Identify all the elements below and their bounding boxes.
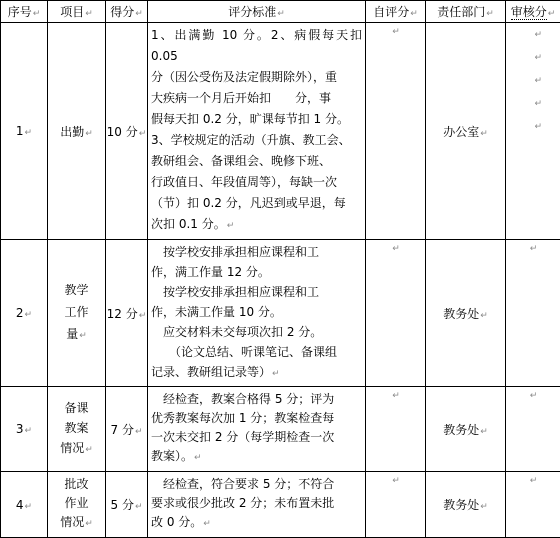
header-row <box>1 1 560 23</box>
row-criteria: 经检查，教案合格得 5 分；评为 优秀教案每次加 1 分；教案检查每 一次未交扣 2 分（每学期检查一次 教案）。↵ <box>148 387 366 472</box>
row-review-score[interactable]: ↵ <box>506 240 560 387</box>
header-item: 项目↵ <box>48 1 106 23</box>
row-dept: 教务处↵ <box>426 240 506 387</box>
row-no: 1↵ <box>1 23 48 240</box>
row-self-score[interactable]: ↵ <box>366 240 426 387</box>
row-score: 5 分↵ <box>106 472 148 538</box>
row-score: 12 分↵ <box>106 240 148 387</box>
row-self-score[interactable]: ↵ <box>366 23 426 240</box>
table-row <box>1 387 560 472</box>
row-item: 备课 教案 情况↵ <box>48 387 106 472</box>
row-no: 2↵ <box>1 240 48 387</box>
header-dept: 责任部门↵ <box>426 1 506 23</box>
row-dept: 教务处↵ <box>426 472 506 538</box>
row-review-score[interactable]: ↵ ↵ ↵ ↵ ↵ <box>506 23 560 240</box>
row-item: 批改 作业 情况↵ <box>48 472 106 538</box>
table-row <box>1 472 560 538</box>
row-criteria: 经检查，符合要求 5 分；不符合 要求或很少批改 2 分；未布置未批 改 0 分。↵ <box>148 472 366 538</box>
header-no: 序号↵ <box>1 1 48 23</box>
row-no: 3↵ <box>1 387 48 472</box>
table-row <box>1 240 560 387</box>
table-row <box>1 23 560 240</box>
header-criteria: 评分标准↵ <box>148 1 366 23</box>
row-review-score[interactable]: ↵ <box>506 472 560 538</box>
row-self-score[interactable]: ↵ <box>366 472 426 538</box>
header-review: 审核分↵ <box>506 1 560 23</box>
header-score: 得分↵ <box>106 1 148 23</box>
row-dept: 办公室↵ <box>426 23 506 240</box>
row-criteria: 按学校安排承担相应课程和工 作，满工作量 12 分。 按学校安排承担相应课程和工 作，未满工作量 10 分。 应交材料未交每项次扣 2 分。 （论文总结、听课笔记、备课组 记录、教研组记录等）↵ <box>148 240 366 387</box>
row-score: 7 分↵ <box>106 387 148 472</box>
row-item: 教学 工作 量↵ <box>48 240 106 387</box>
row-score: 10 分↵ <box>106 23 148 240</box>
row-criteria: 1、出满勤 10 分。2、病假每天扣 0.05 分（因公受伤及法定假期除外），重 大疾病一个月后开始扣 分，事 假每天扣 0.2 分，旷课每节扣 1 分。 3、学校规定的活动（升旗、教工会、 教研组会、备课组会、晚修下班、 行政值日、年段值周等），每缺一次 （节）扣 0.2 分，凡迟到或早退，每 次扣 0.1 分。↵ <box>148 23 366 240</box>
row-self-score[interactable]: ↵ <box>366 387 426 472</box>
row-item: 出勤↵ <box>48 23 106 240</box>
row-dept: 教务处↵ <box>426 387 506 472</box>
row-review-score[interactable]: ↵ <box>506 387 560 472</box>
row-no: 4↵ <box>1 472 48 538</box>
header-self: 自评分↵ <box>366 1 426 23</box>
